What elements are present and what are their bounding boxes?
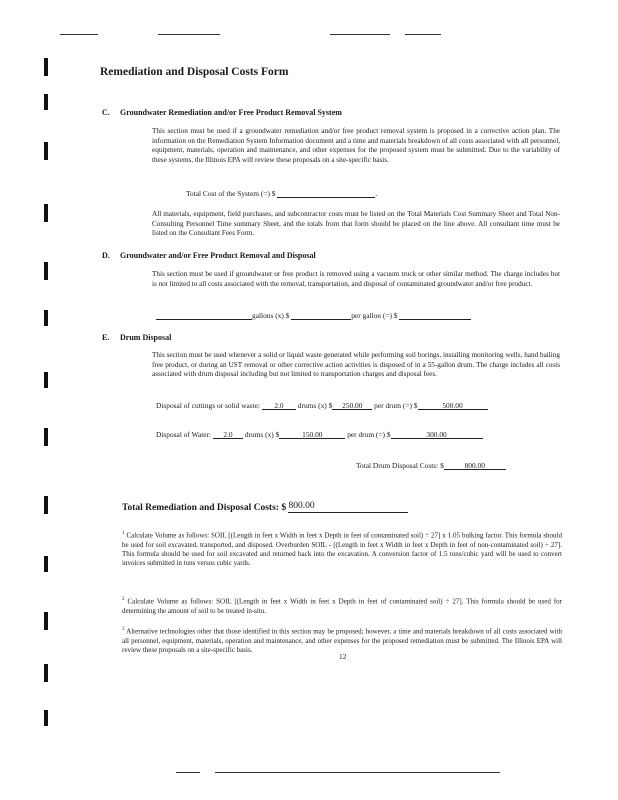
- water-disposal-line: [156, 430, 483, 439]
- scan-edge-mark: [44, 372, 48, 388]
- scan-edge-mark: [44, 94, 48, 110]
- footnote-3-text: Alternative technologies other that those identified in this section may be proposed; however, a time and materials breakdown of all costs associated with all personnel, equipment, materials, operation and maintenance, and other expenses for the proposed remediation must be submitted. The Illinois EPA will review these proposals on a site-specific basis.: [122, 627, 562, 654]
- scan-edge-mark: [44, 556, 48, 572]
- scan-top-rule-1: [60, 34, 98, 35]
- footnote-3: [122, 625, 562, 655]
- grand-total-label: Total Remediation and Disposal Costs: $: [122, 503, 287, 513]
- scan-edge-mark: [44, 310, 48, 326]
- section-d-paragraph: This section must be used if groundwater or free product is removed using a vacuum truck or other similar method. The charge includes but is not limited to all costs associated with the removal, transportation, and disposal of contaminated groundwater and/or free product.: [152, 270, 560, 288]
- cuttings-total-field[interactable]: 500.00: [418, 401, 488, 410]
- water-drums-field[interactable]: 2.0: [213, 430, 243, 439]
- scan-edge-mark: [44, 204, 48, 222]
- scan-top-rule-4: [405, 34, 441, 35]
- scan-edge-mark: [44, 612, 48, 630]
- cuttings-disposal-line: [156, 401, 488, 410]
- section-c-total-line: Total Cost of the System (=) $ .: [186, 189, 378, 198]
- footnote-2-text: Calculate Volume as follows: SOIL [(Length in feet x Width in feet x Depth in feet of contaminated soil) ÷ 27]. This formula should be used for determining the amount of soil to be treated in-situ.: [122, 597, 563, 615]
- water-drums-x-label: drums (x) $: [244, 430, 280, 439]
- cuttings-drums-field[interactable]: 2.0: [262, 401, 296, 410]
- scan-edge-mark: [44, 496, 48, 514]
- section-e-letter: E.: [102, 333, 110, 342]
- cuttings-price-field[interactable]: 250.00: [332, 401, 372, 410]
- scan-edge-mark: [44, 58, 48, 76]
- price-per-gallon-field[interactable]: [291, 311, 351, 320]
- footnote-1: [122, 529, 562, 568]
- scan-top-rule-2: [158, 34, 220, 35]
- scan-bottom-rule-1: [176, 772, 200, 773]
- section-c-paragraph-1: This section must be used if a groundwater remediation and/or free product removal system is proposed in a corrective action plan. The information on the Remediation System Information document and a time and materials breakdown of all costs associated with all personnel, equipment, materials, operation and maintenance, and other expenses for the proposed system must be submitted. Due to the variability of these systems, the Illinois EPA will review these proposals on a site-specific basis.: [152, 127, 560, 164]
- section-c-heading: Groundwater Remediation and/or Free Product Removal System: [120, 108, 342, 117]
- gallons-total-field[interactable]: [399, 311, 471, 320]
- scan-edge-mark: [44, 664, 48, 682]
- section-c-total-label: Total Cost of the System (=) $: [186, 189, 276, 198]
- cuttings-per-drum-label: per drum (=) $: [374, 401, 418, 410]
- water-total-field[interactable]: 300.00: [391, 430, 483, 439]
- grand-total-line: [122, 501, 408, 513]
- page-number: 12: [339, 652, 347, 661]
- scan-top-rule-3: [330, 34, 390, 35]
- cuttings-label: Disposal of cuttings or solid waste:: [156, 401, 261, 410]
- water-price-field[interactable]: 150.00: [279, 430, 345, 439]
- scan-edge-mark: [44, 262, 48, 280]
- footnote-2-number: 2: [122, 597, 125, 602]
- section-d-heading: Groundwater and/or Free Product Removal and Disposal: [120, 251, 316, 260]
- section-d-letter: D.: [102, 251, 110, 260]
- gallons-field[interactable]: [156, 311, 252, 320]
- footnote-3-number: 3: [122, 627, 125, 632]
- drum-total-field[interactable]: 800.00: [444, 461, 506, 470]
- drum-disposal-total-line: [356, 461, 506, 470]
- water-per-drum-label: per drum (=) $: [347, 430, 391, 439]
- scan-bottom-rule-2: [215, 772, 500, 773]
- water-label: Disposal of Water:: [156, 430, 212, 439]
- per-gallon-label: per gallon (=) $: [351, 311, 398, 320]
- scan-edge-mark: [44, 710, 48, 726]
- section-d-gallons-line: [156, 311, 471, 320]
- form-title: Remediation and Disposal Costs Form: [100, 66, 289, 78]
- section-c-letter: C.: [102, 108, 110, 117]
- section-e-paragraph: This section must be used whenever a solid or liquid waste generated while performing soil borings, installing monitoring wells, hand bailing free product, or during an UST removal or other corrective action activities is disposed of in a 55-gallon drum. The charge includes all costs associated with drum disposal including but not limited to transportation charges and disposal fees.: [152, 351, 560, 378]
- footnote-1-number: 1: [122, 531, 125, 536]
- section-c-paragraph-2: All materials, equipment, field purchases, and subcontractor costs must be listed on the Total Materials Cost Summary Sheet and Total Non-Consulting Personnel Time summary Sheet, and the totals from that form should be placed on the line above. All consultant time must be listed on the Consultant Fees Form.: [152, 210, 560, 237]
- section-e-heading: Drum Disposal: [120, 333, 172, 342]
- footnote-2: [122, 595, 562, 616]
- grand-total-field[interactable]: 800.00: [288, 501, 408, 513]
- scan-edge-mark: [44, 142, 48, 160]
- scan-edge-mark: [44, 428, 48, 446]
- drum-total-label: Total Drum Disposal Costs: $: [356, 461, 444, 470]
- cuttings-drums-x-label: drums (x) $: [297, 401, 333, 410]
- section-c-total-field[interactable]: [277, 189, 375, 198]
- gallons-label: gallons (x) $: [252, 311, 290, 320]
- footnote-1-text: Calculate Volume as follows: SOIL [(Length in feet x Width in feet x Depth in feet of contaminated soil) ÷ 27] x 1.05 bulking factor. This formula should be used for soil excavated, transported, and disposed. Overburden SOIL - [(Length in feet x Width in feet x Depth in feet of non-contaminated soil) ÷ 27]. This formula should be used for soil excavated and returned back into the excavation. A conversion factor of 1.5 tons/cubic yard will be used to convert invoices submitted in tons versus cubic yards.: [122, 531, 562, 567]
